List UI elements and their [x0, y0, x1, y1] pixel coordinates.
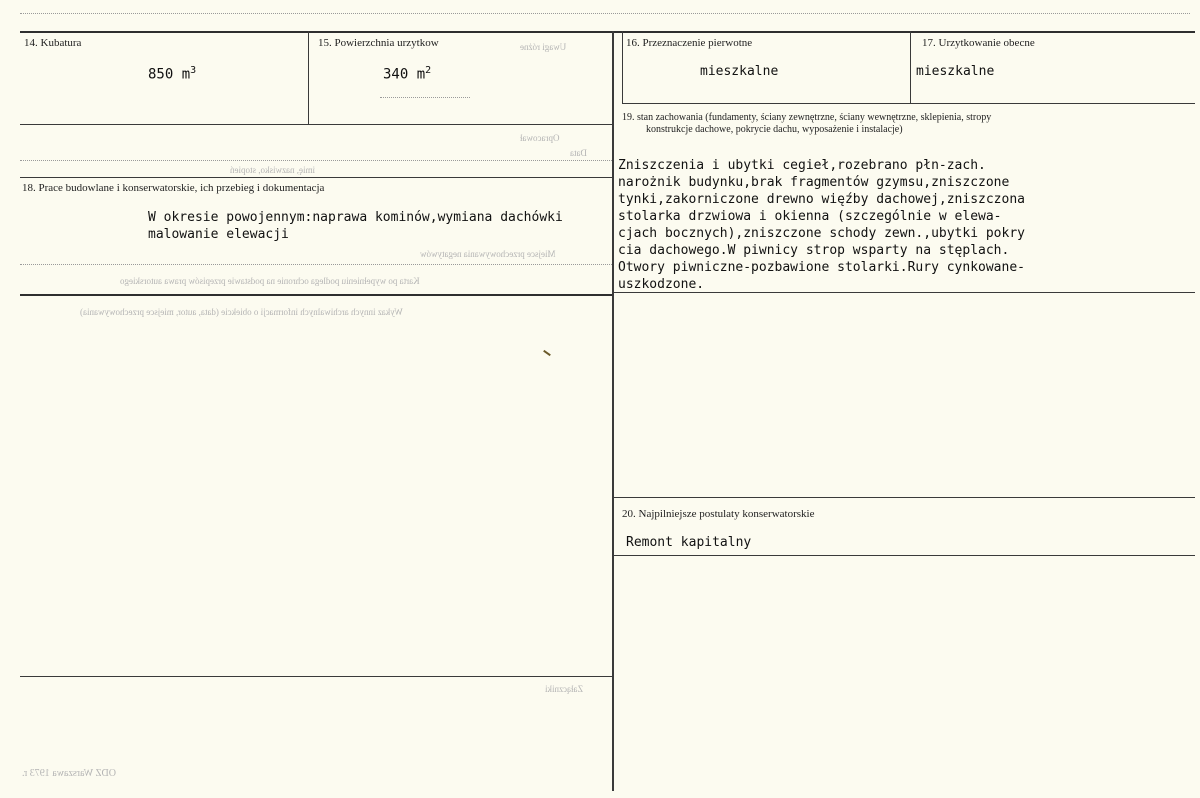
- bleed-through-text-5: Miejsce przechowywania negatywów: [420, 249, 556, 259]
- field-14-value: 850 $m^3$: [148, 65, 197, 83]
- field-19-line-1: Zniszczenia i ubytki cegieł,rozebrano płn-zach.: [618, 158, 986, 173]
- field-15-label: 15. Powierzchnia urzytkow: [318, 37, 439, 49]
- divider-16-left: [622, 31, 623, 103]
- divider-16-17: [910, 31, 911, 103]
- center-divider: [612, 31, 614, 791]
- bleed-through-text-1: Uwagi różne: [520, 42, 567, 52]
- field-14-label: 14. Kubatura: [24, 37, 82, 49]
- field-18-label: 18. Prace budowlane i konserwatorskie, ich przebieg i dokumentacja: [22, 182, 325, 194]
- dotted-rule-2: [20, 264, 612, 265]
- bleed-through-text-4: imię, nazwisko, stopień: [230, 165, 315, 175]
- field-19-line-6: cia dachowego.W piwnicy strop wsparty na stęplach.: [618, 243, 1010, 258]
- row-14-bottom: [20, 124, 612, 125]
- bleed-through-text-7: Wykaz innych archiwalnych informacji o obiekcie (data, autor, miejsce przechowywania): [80, 307, 403, 317]
- field-20-value: Remont kapitalny: [626, 535, 752, 550]
- bleed-through-text-9: ODZ Warszawa 1973 r.: [22, 768, 116, 779]
- row-20-top: [614, 497, 1195, 498]
- bleed-through-text-8: Załączniki: [545, 684, 583, 694]
- field-15-value: 340 $m^2$: [383, 65, 432, 83]
- field-14-unit-superscript: 3: [190, 65, 197, 76]
- field-19-label-line-1: 19. stan zachowania (fundamenty, ściany zewnętrzne, ściany wewnętrzne, sklepienia, stropy: [622, 112, 992, 123]
- bleed-through-text-2: Opracował: [520, 133, 560, 143]
- field-16-label: 16. Przeznaczenie pierwotne: [626, 37, 753, 49]
- bleed-through-text-6: Karta po wypełnieniu podlega ochronie na podstawie przepisów prawa autorskiego: [120, 276, 420, 286]
- row-16-bottom: [622, 103, 1195, 104]
- field-20-label: 20. Najpilniejsze postulaty konserwatorskie: [622, 508, 815, 520]
- row-18-top: [20, 177, 612, 178]
- bleed-through-text-3: Data: [570, 148, 587, 158]
- top-border-line: [20, 31, 1195, 33]
- field-16-value: mieszkalne: [700, 64, 779, 79]
- field-19-line-5: cjach bocznych),zniszczone schody zewn.,ubytki pokry: [618, 226, 1025, 241]
- field-17-label: 17. Urzytkowanie obecne: [922, 37, 1035, 49]
- field-15-unit-superscript: 2: [425, 65, 432, 76]
- field-19-line-7: Otwory piwniczne-pozbawione stolarki.Rury cynkowane-: [618, 260, 1025, 275]
- dotted-rule-3: [380, 97, 470, 98]
- left-bottom-line: [20, 676, 612, 677]
- divider-14-15: [308, 31, 309, 124]
- field-18-line-2: malowanie elewacji: [148, 227, 289, 242]
- field-19-line-4: stolarka drzwiowa i okienna (szczególnie w elewa-: [618, 209, 1002, 224]
- field-17-value: mieszkalne: [916, 64, 995, 79]
- field-19-label-line-2: konstrukcje dachowe, pokrycie dachu, wyposażenie i instalacje): [646, 124, 903, 135]
- field-19-line-3: tynki,zakorniczone drewno więźby dachowej,zniszczona: [618, 192, 1025, 207]
- dotted-rule-1: [20, 160, 612, 161]
- field-18-line-1: W okresie powojennym:naprawa kominów,wymiana dachówki: [148, 210, 563, 225]
- row-20-bottom: [614, 555, 1195, 556]
- top-dotted-rule: [20, 13, 1190, 14]
- field-19-line-2: narożnik budynku,brak fragmentów gzymsu,zniszczone: [618, 175, 1010, 190]
- pen-mark: [543, 350, 551, 356]
- field-19-line-8: uszkodzone.: [618, 277, 705, 292]
- row-18-bottom: [20, 294, 612, 296]
